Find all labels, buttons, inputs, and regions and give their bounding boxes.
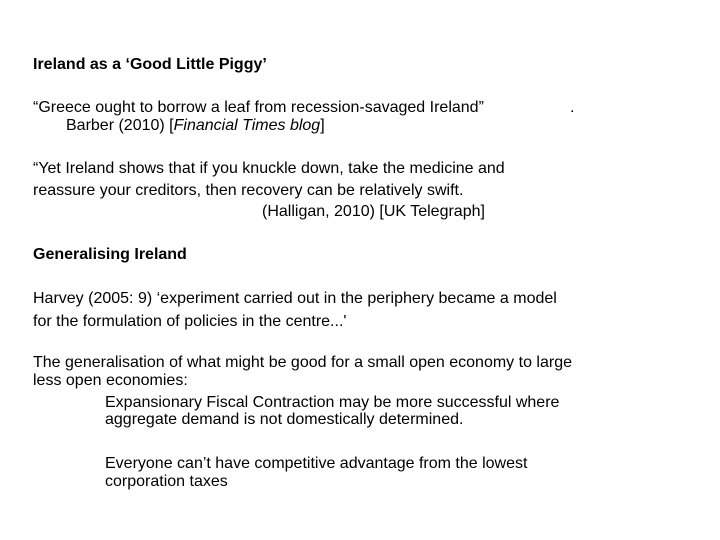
quote-greece-citation [66,117,325,135]
generalisation-line2: less open economies: [33,372,188,389]
heading-generalising-ireland: Generalising Ireland [33,246,187,263]
quote-ireland-citation: (Halligan, 2010) [UK Telegraph] [262,203,485,220]
generalisation-line1: The generalisation of what might be good for a small open economy to large [33,354,572,371]
point-corporation-tax-line2: corporation taxes [105,473,228,490]
harvey-quote-line1: Harvey (2005: 9) ‘experiment carried out in the periphery became a model [33,290,557,307]
point-corporation-tax-line1: Everyone can’t have competitive advantage from the lowest [105,455,528,472]
citation-prefix: Barber (2010) [ [66,117,174,134]
citation-suffix: ] [320,117,325,134]
quote-ireland-line2: reassure your creditors, then recovery can be relatively swift. [33,182,464,199]
citation-source: Financial Times blog [173,117,321,134]
quote-greece-dot: . [570,99,575,116]
quote-ireland-line1: “Yet Ireland shows that if you knuckle down, take the medicine and [33,160,505,177]
point-fiscal-contraction-line2: aggregate demand is not domestically determined. [105,411,464,428]
heading-good-little-piggy: Ireland as a ‘Good Little Piggy’ [33,56,267,73]
quote-greece-line: “Greece ought to borrow a leaf from recession-savaged Ireland” [33,99,484,116]
point-fiscal-contraction-line1: Expansionary Fiscal Contraction may be more successful where [105,394,560,411]
harvey-quote-line2: for the formulation of policies in the centre...' [33,313,347,330]
